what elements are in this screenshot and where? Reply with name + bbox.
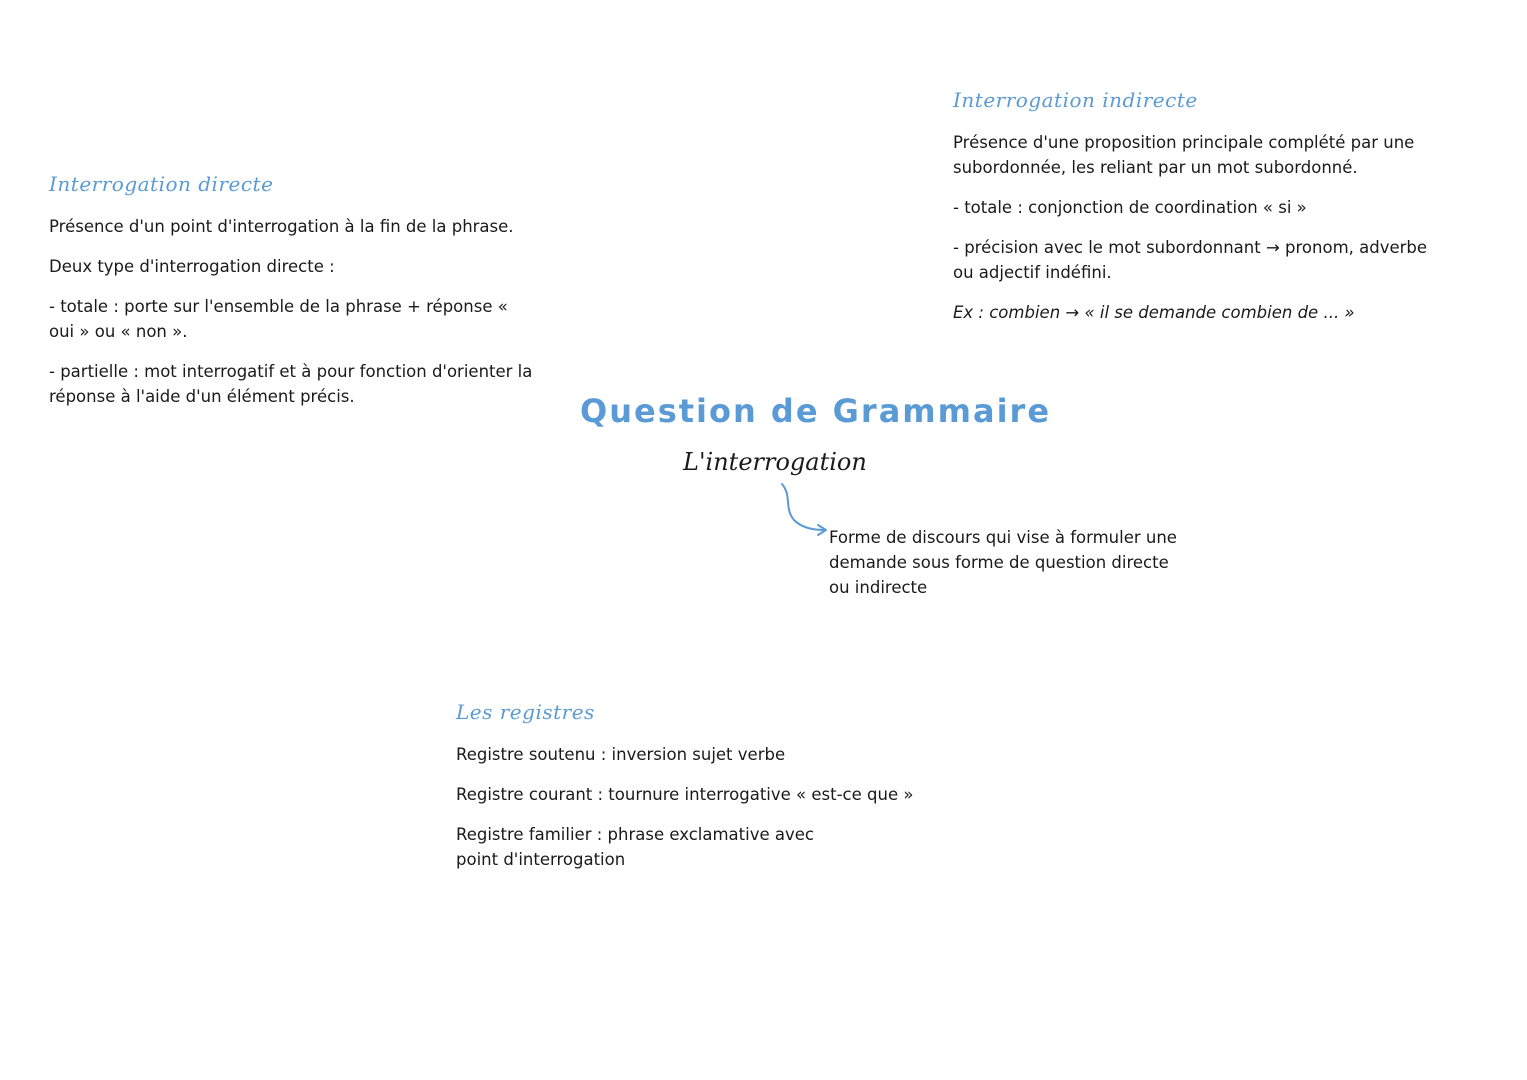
section-indirecte-heading: Interrogation indirecte — [953, 88, 1198, 112]
page-title: Question de Grammaire — [580, 392, 1052, 430]
section-indirecte — [953, 88, 1493, 340]
section-directe — [49, 172, 539, 424]
indirecte-line-3: - précision avec le mot subordonnant → pronom, adverbe ou adjectif indéfini. — [953, 238, 1428, 282]
directe-line-3: - totale : porte sur l'ensemble de la phrase + réponse « oui » ou « non ». — [49, 297, 508, 341]
indirecte-line-2: - totale : conjonction de coordination « si » — [953, 198, 1307, 217]
directe-line-2: Deux type d'interrogation directe : — [49, 257, 335, 276]
directe-line-4: - partielle : mot interrogatif et à pour fonction d'orienter la réponse à l'aide d'un élément précis. — [49, 362, 533, 406]
registre-soutenu: Registre soutenu : inversion sujet verbe — [456, 745, 786, 764]
curved-arrow-icon — [770, 478, 830, 538]
directe-line-1: Présence d'un point d'interrogation à la fin de la phrase. — [49, 217, 514, 236]
definition-text: Forme de discours qui vise à formuler une demande sous forme de question directe ou indirecte — [829, 528, 1177, 597]
section-registres-heading: Les registres — [456, 700, 595, 724]
section-directe-heading: Interrogation directe — [49, 172, 274, 196]
indirecte-example: Ex : combien → « il se demande combien de ... » — [953, 303, 1355, 322]
page-subtitle: L'interrogation — [683, 448, 867, 476]
section-registres — [456, 700, 926, 887]
registre-familier: Registre familier : phrase exclamative avec point d'interrogation — [456, 825, 814, 869]
registre-courant: Registre courant : tournure interrogative « est-ce que » — [456, 785, 914, 804]
indirecte-line-1: Présence d'une proposition principale complété par une subordonnée, les reliant par un mot subordonné. — [953, 133, 1415, 177]
